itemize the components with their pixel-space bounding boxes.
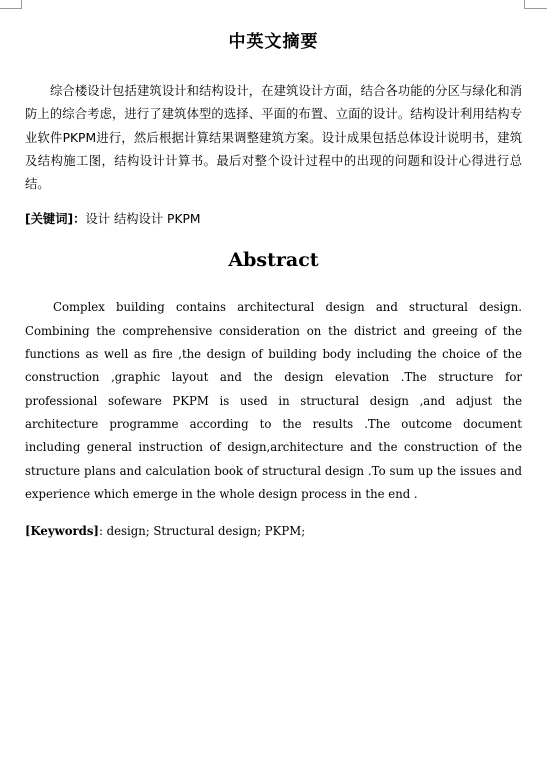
english-keywords-label: [Keywords] [25, 524, 99, 539]
english-abstract-title: Abstract [228, 249, 319, 272]
crop-mark-top-right [524, 0, 547, 9]
chinese-abstract-body: 综合楼设计包括建筑设计和结构设计，在建筑设计方面，结合各功能的分区与绿化和消防上的综合考虑，进行了建筑体型的选择、平面的布置、立面的设计。结构设计利用结构专业软件PKPM进行，然后根据计算结果调整建筑方案。设计成果包括总体设计说明书，建筑及结构施工图，结构设计计算书。最后对整个设计过程中的出现的问题和设计心得进行总结。 [25, 84, 522, 192]
chinese-abstract-title: 中英文摘要 [228, 32, 319, 52]
chinese-keywords-label: [关键词]： [25, 212, 86, 227]
english-abstract-body: Complex building contains architectural design and structural design. Combining the comprehensive consideration on the district and greeing of the functions as well as fire ,the design of building body including the choice of the construction ,graphic layout and the design elevation .The structure for professional sofeware PKPM is used in structural design ,and adjust the architecture programme according to the results .The outcome document including general instruction of design,architecture and the construction of the structure plans and calculation book of structural design .To sum up the issues and experience which emerge in the whole design process in the end . [25, 300, 522, 501]
english-keywords [25, 521, 522, 541]
chinese-keywords [25, 209, 522, 229]
document-page [25, 30, 522, 541]
english-keywords-value: : design; Structural design; PKPM; [98, 524, 306, 539]
chinese-keywords-value: 设计 结构设计 PKPM [85, 212, 201, 227]
crop-mark-top-left [0, 0, 22, 9]
